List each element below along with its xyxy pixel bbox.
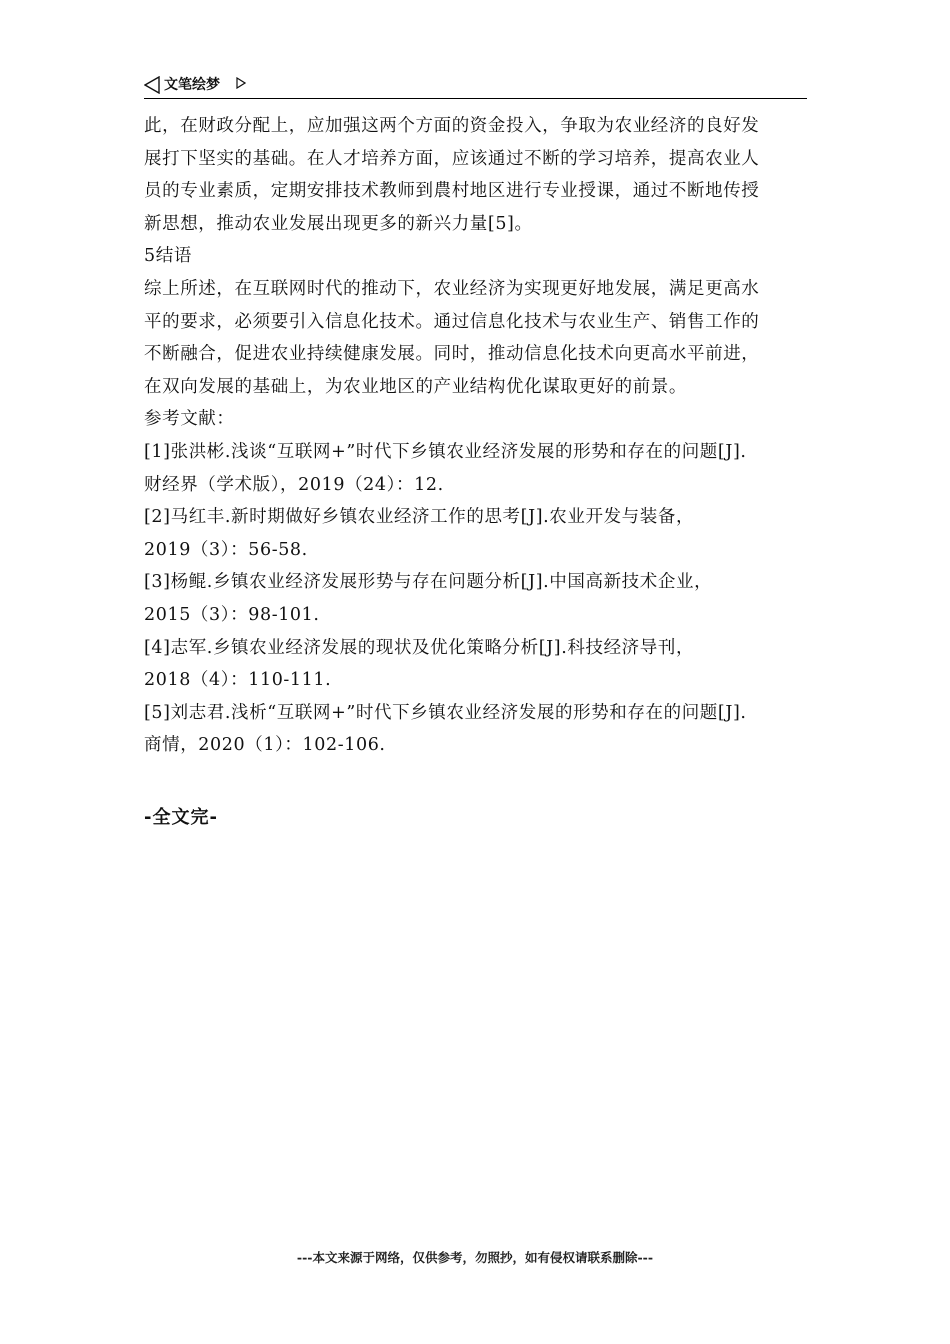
- body-line: 员的专业素质，定期安排技术教师到農村地区进行专业授课，通过不断地传授: [144, 181, 760, 202]
- reference-line: [3]杨鲲.乡镇农业经济发展形势与存在问题分析[J].中国高新技术企业，: [144, 572, 713, 593]
- triangle-right-icon: [236, 77, 246, 89]
- reference-line: 2018（4）：110-111.: [144, 670, 332, 691]
- end-mark: -全文完-: [144, 807, 218, 828]
- body-line: 平的要求，必须要引入信息化技术。通过信息化技术与农业生产、销售工作的: [144, 311, 760, 332]
- page-header: [144, 72, 807, 99]
- body-line: 此，在财政分配上，应加强这两个方面的资金投入，争取为农业经济的良好发: [144, 116, 760, 136]
- body-line: 综上所述，在互联网时代的推动下，农业经济为实现更好地发展，满足更高水: [144, 278, 760, 299]
- references-heading: 参考文献：: [144, 409, 235, 430]
- header-brand: 文笔绘梦: [164, 77, 220, 93]
- document-body: [144, 110, 807, 762]
- section-heading: 5结语: [144, 246, 192, 267]
- body-line: 新思想，推动农业发展出现更多的新兴力量[5]。: [144, 213, 533, 234]
- body-line: 展打下坚实的基础。在人才培养方面，应该通过不断的学习培养，提高农业人: [144, 148, 760, 169]
- reference-line: [2]马红丰.新时期做好乡镇农业经济工作的思考[J].农业开发与装备，: [144, 507, 695, 528]
- reference-line: 2019（3）：56-58.: [144, 539, 308, 560]
- reference-line: [4]志军.乡镇农业经济发展的现状及优化策略分析[J].科技经济导刊，: [144, 637, 695, 658]
- body-line: 在双向发展的基础上，为农业地区的产业结构优化谋取更好的前景。: [144, 376, 687, 397]
- triangle-left-icon: [144, 76, 160, 94]
- body-line: 不断融合，促进农业持续健康发展。同时，推动信息化技术向更高水平前进，: [144, 344, 760, 365]
- reference-line: 财经界（学术版），2019（24）：12.: [144, 474, 444, 495]
- reference-line: 2015（3）：98-101.: [144, 604, 320, 625]
- reference-line: [1]张洪彬.浅谈“互联网+”时代下乡镇农业经济发展的形势和存在的问题[J].: [144, 441, 747, 462]
- reference-line: 商情，2020（1）：102-106.: [144, 735, 386, 756]
- reference-line: [5]刘志君.浅析“互联网+”时代下乡镇农业经济发展的形势和存在的问题[J].: [144, 702, 747, 723]
- page-footer: ---本文来源于网络，仅供参考，勿照抄，如有侵权请联系删除---: [296, 1250, 654, 1265]
